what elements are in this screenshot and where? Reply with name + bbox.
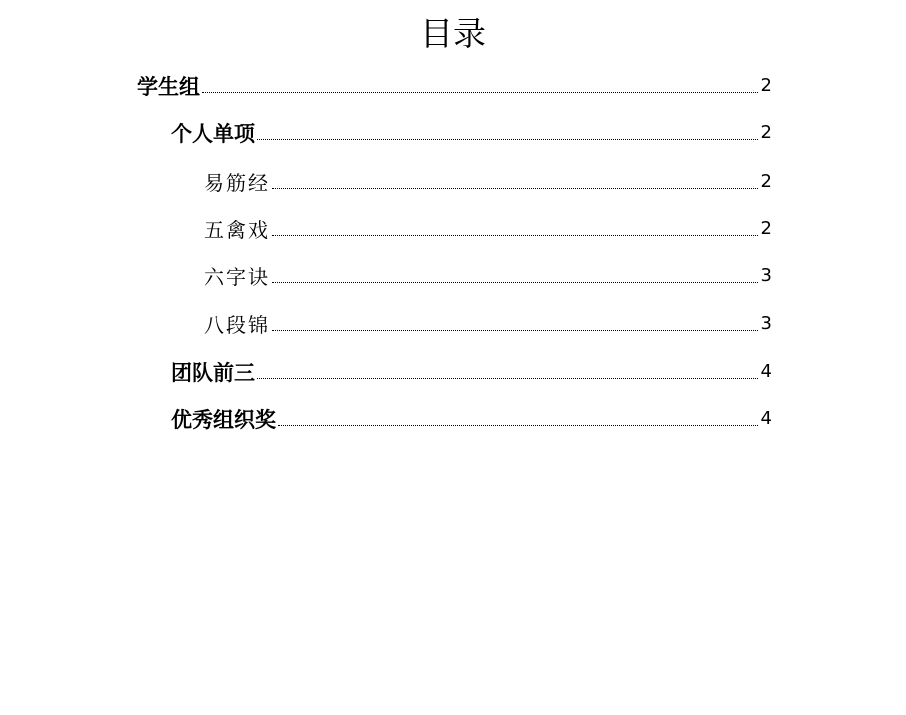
dot-leader: [272, 282, 758, 283]
toc-page-number: 2: [760, 122, 772, 143]
dot-leader: [202, 92, 758, 93]
dot-leader: [272, 188, 758, 189]
toc-page-number: 2: [760, 171, 772, 192]
toc-entry-baduanjin[interactable]: [204, 308, 772, 338]
toc-entry-student-group[interactable]: [137, 70, 772, 100]
toc-title: 目录: [420, 14, 486, 53]
toc-page-number: 4: [760, 361, 772, 382]
toc-entry-individual-events[interactable]: [171, 117, 772, 147]
dot-leader: [257, 139, 758, 140]
dot-leader: [257, 378, 758, 379]
dot-leader: [278, 425, 758, 426]
toc-entry-team-top-three[interactable]: [171, 356, 772, 386]
toc-entry-label: 易筋经: [204, 171, 270, 195]
dot-leader: [272, 330, 758, 331]
toc-entry-yijinjing[interactable]: [204, 166, 772, 196]
toc-entry-label: 学生组: [137, 74, 200, 99]
toc-entry-wuqinxi[interactable]: [204, 213, 772, 243]
toc-entry-label: 个人单项: [171, 121, 255, 146]
toc-entry-label: 团队前三: [171, 360, 255, 385]
toc-entry-label: 六字诀: [204, 265, 270, 289]
toc-entry-liuzijue[interactable]: [204, 260, 772, 290]
toc-entry-label: 优秀组织奖: [171, 407, 276, 432]
toc-entry-label: 五禽戏: [204, 218, 270, 242]
toc-page-number: 3: [760, 313, 772, 334]
toc-page-number: 2: [760, 218, 772, 239]
toc-entry-organization-award[interactable]: [171, 403, 772, 433]
toc-page-number: 4: [760, 408, 772, 429]
toc-page-number: 3: [760, 265, 772, 286]
dot-leader: [272, 235, 758, 236]
toc-entry-label: 八段锦: [204, 313, 270, 337]
toc-page-number: 2: [760, 75, 772, 96]
